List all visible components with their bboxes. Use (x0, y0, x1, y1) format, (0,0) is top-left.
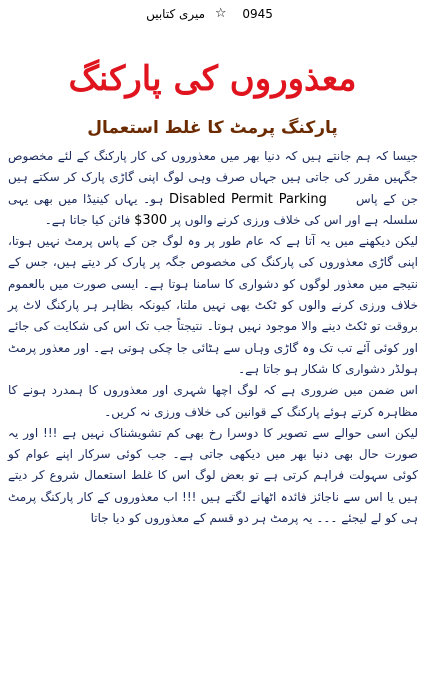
paragraph-1-text-b: ہو۔ یہاں کینیڈا میں بھی یہی سلسلہ ہے اور اس کی خلاف ورزی کرنے والوں پر (8, 191, 418, 227)
page-subtitle: پارکنگ پرمٹ کا غلط استعمال (87, 118, 338, 138)
star-icon: ☆ (214, 6, 227, 21)
paragraph-1-text-a: جیسا کہ ہم جانتے ہیں کہ دنیا بھر میں معذوروں کی کار پارکنگ کے لئے مخصوص جگہیں مقرر کی جاتی ہیں جہاں صرف وہی لوگ اپنی گاڑی پارک کر سکتے ہیں جن کے پاس (8, 149, 419, 206)
paragraph-1 (8, 146, 418, 231)
book-series-header (0, 6, 425, 28)
paragraph-4: لیکن اسی حوالے سے تصویر کا دوسرا رخ بھی کم تشویشناک نہیں ہے !!! اور یہ صورت حال بھی دنیا بھر میں دیکھی جاتی ہے۔ جب کوئی سرکار اپنے عوام کو کوئی سہولت فراہم کرتی ہے تو بعض لوگ اس کا غلط استعمال شروع کر دیتے ہیں یا اس سے ناجائز فائدہ اٹھانے لگتے ہیں !!! اب معذوروں کے کار پارکنگ پرمٹ ہی کو لے لیجئے ۔۔۔ یہ پرمٹ ہر دو قسم کے معذوروں کو دیا جاتا (8, 425, 418, 526)
term-permit-parking: Permit Parking (230, 191, 327, 207)
series-name: میری کتابیں (146, 6, 206, 21)
term-disabled: Disabled (168, 191, 226, 207)
paragraph-1-text-c: فائن کیا جاتا ہے۔ (44, 212, 131, 227)
article-body (8, 146, 418, 529)
paragraph-3: اس ضمن میں ضروری ہے کہ لوگ اچھا شہری اور معذوروں کا ہمدرد ہونے کا مظاہرہ کرتے ہوئے پارکنگ کے قوانین کی خلاف ورزی نہ کریں۔ (8, 383, 418, 419)
page-title: معذوروں کی پارکنگ (68, 59, 357, 99)
entry-number: 0945 (242, 6, 273, 21)
paragraph-2: لیکن دیکھنے میں یہ آتا ہے کہ عام طور پر وہ لوگ جن کے پاس پرمٹ نہیں ہوتا، اپنی گاڑی معذوروں کی پارکنگ کی مخصوص جگہ پر پارک کر دیتے ہیں، جس کے نتیجے میں معذور لوگوں کو دشواری کا سامنا ہوتا ہے۔ ایسی صورت میں بالعموم خلاف ورزی کرنے والوں کو ٹکٹ بھی نہیں ملتا، کیونکہ بظاہر ہر پارکنگ لاٹ پر بروقت تو ٹکٹ دینے والا موجود نہیں ہوتا۔ نتیجتاً جب تک اس کی شکایت کی جائے اور کوئی آئے تب تک وہ گاڑی وہاں سے ہٹائی جا چکی ہوتی ہے۔ اور معذور پرمٹ ہولڈر دشواری کا شکار ہو جاتا ہے۔ (8, 234, 418, 376)
fine-amount: $300 (134, 212, 168, 228)
